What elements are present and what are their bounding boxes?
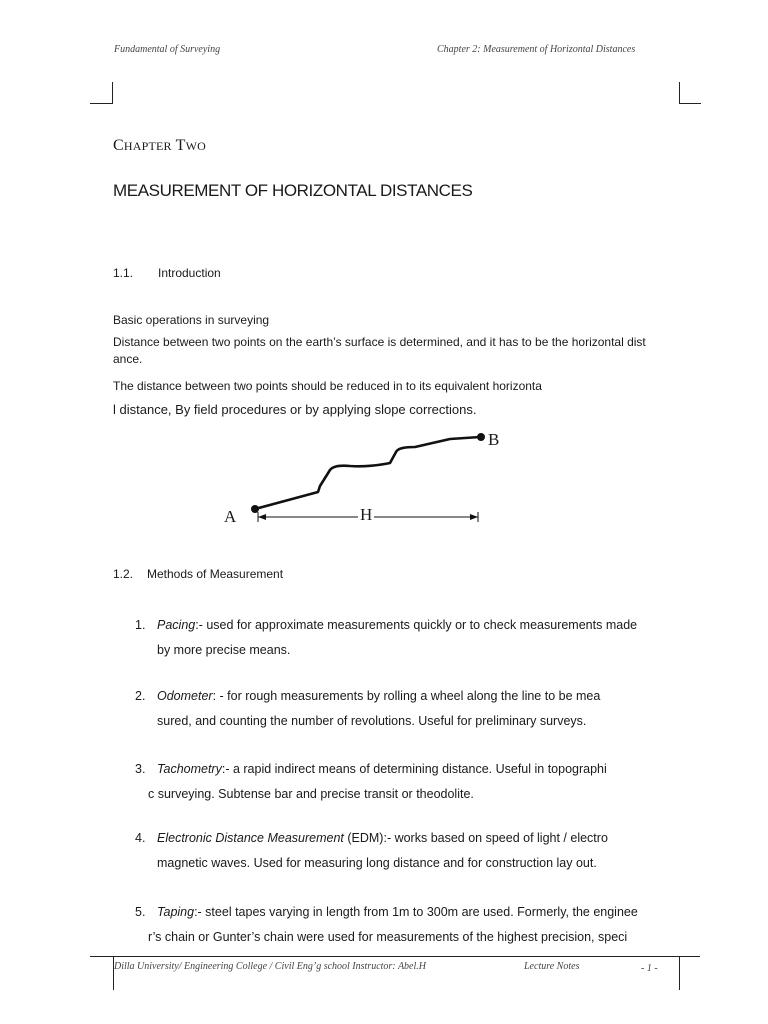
method-name: Odometer	[157, 689, 213, 703]
running-header-right: Chapter 2: Measurement of Horizontal Distances	[437, 44, 636, 55]
list-item-number: 4.	[135, 831, 146, 845]
chapter-label: CHAPTER TWO	[113, 137, 207, 154]
method-description: (EDM):- works based on speed of light / electro	[343, 831, 608, 845]
paragraph-line: ance.	[113, 352, 143, 366]
point-b-marker	[477, 433, 485, 441]
section-number: 1.1.	[113, 266, 134, 280]
ground-profile-line	[255, 437, 480, 509]
method-description: :- a rapid indirect means of determining distance. Useful in topographi	[221, 762, 607, 776]
page-number: - 1 -	[641, 963, 658, 974]
footer-lecture-notes: Lecture Notes	[524, 961, 580, 972]
method-description-cont: sured, and counting the number of revolutions. Useful for preliminary surveys.	[157, 714, 587, 728]
arrowhead-left	[258, 514, 266, 520]
method-name: Electronic Distance Measurement	[157, 831, 344, 845]
point-a-marker	[251, 505, 259, 513]
method-description-cont: by more precise means.	[157, 643, 291, 657]
list-item	[157, 684, 667, 734]
paragraph-line: Distance between two points on the earth’s surface is determined, and it has to be the horizontal dist	[113, 335, 646, 349]
horizontal-distance-label: H	[360, 505, 373, 524]
method-name: Tachometry	[157, 762, 222, 776]
method-description-cont: c surveying. Subtense bar and precise transit or theodolite.	[148, 787, 474, 801]
method-name: Pacing	[157, 618, 196, 632]
footer-institution: Dilla University/ Engineering College / Civil Eng’g school Instructor: Abel.H	[114, 961, 426, 972]
method-description: :- steel tapes varying in length from 1m to 300m are used. Formerly, the enginee	[194, 905, 638, 919]
list-item-number: 1.	[135, 618, 146, 632]
section-number: 1.2.	[113, 567, 134, 581]
section-title: Methods of Measurement	[147, 567, 284, 581]
method-description: : - for rough measurements by rolling a wheel along the line to be mea	[212, 689, 601, 703]
list-item	[157, 613, 667, 663]
point-b-label: B	[488, 430, 500, 449]
paragraph-heading: Basic operations in surveying	[113, 313, 270, 327]
chapter-title: MEASUREMENT OF HORIZONTAL DISTANCES	[113, 181, 473, 200]
paragraph-line: l distance, By field procedures or by applying slope corrections.	[113, 402, 477, 417]
method-description: :- used for approximate measurements quickly or to check measurements made	[195, 618, 638, 632]
arrowhead-right	[470, 514, 478, 520]
list-item	[157, 826, 667, 876]
section-title: Introduction	[158, 266, 221, 280]
method-name: Taping	[157, 905, 195, 919]
point-a-label: A	[224, 507, 237, 526]
list-item-number: 3.	[135, 762, 146, 776]
list-item-number: 2.	[135, 689, 146, 703]
running-header-left: Fundamental of Surveying	[114, 44, 221, 55]
method-description-cont: magnetic waves. Used for measuring long distance and for construction lay out.	[157, 856, 597, 870]
list-item-number: 5.	[135, 905, 146, 919]
list-item	[148, 900, 677, 950]
list-item	[148, 757, 667, 807]
paragraph-line: The distance between two points should be reduced in to its equivalent horizonta	[113, 379, 542, 393]
method-description-cont: r’s chain or Gunter’s chain were used for measurements of the highest precision, speci	[148, 930, 628, 944]
